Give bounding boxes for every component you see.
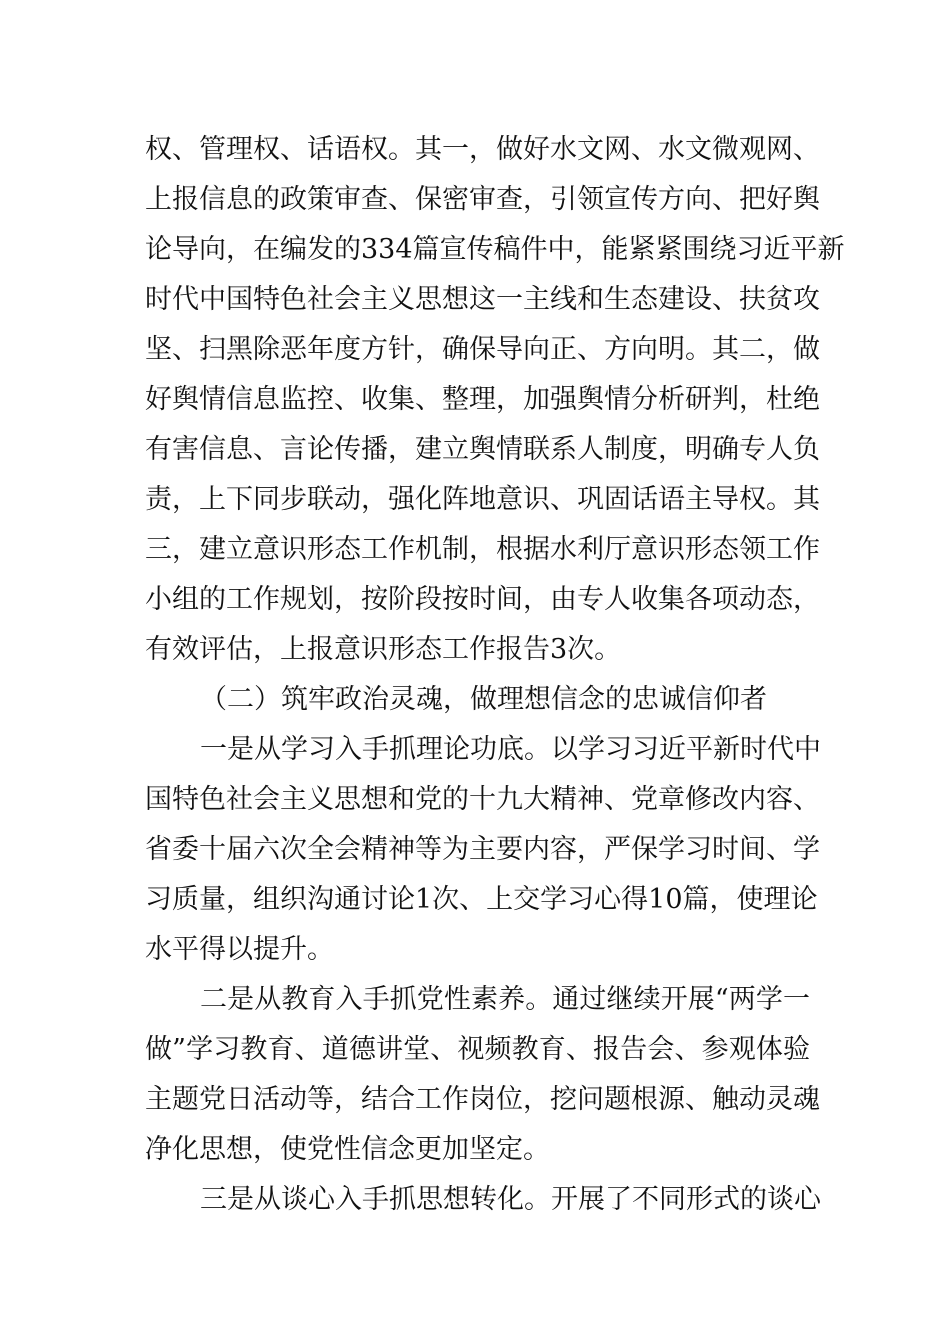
body-line: 小组的工作规划，按阶段按时间，由专人收集各项动态， xyxy=(145,584,820,615)
body-line: 坚、扫黑除恶年度方针，确保导向正、方向明。其二，做 xyxy=(145,334,820,365)
body-line: 上报信息的政策审查、保密审查，引领宣传方向、把好舆 xyxy=(145,184,820,215)
body-line: 习质量，组织沟通讨论1次、上交学习心得10篇，使理论 xyxy=(145,884,818,915)
body-line: 权、管理权、话语权。其一，做好水文网、水文微观网、 xyxy=(145,134,820,165)
section-heading: （二）筑牢政治灵魂，做理想信念的忠诚信仰者 xyxy=(200,684,767,715)
body-line: 二是从教育入手抓党性素养。通过继续开展“两学一 xyxy=(200,984,810,1015)
body-line: 三，建立意识形态工作机制，根据水利厅意识形态领工作 xyxy=(145,534,820,565)
body-line: 国特色社会主义思想和党的十九大精神、党章修改内容、 xyxy=(145,784,820,815)
body-line: 好舆情信息监控、收集、整理，加强舆情分析研判，杜绝 xyxy=(145,384,820,415)
body-line: 有害信息、言论传播，建立舆情联系人制度，明确专人负 xyxy=(145,434,820,465)
body-line: 论导向，在编发的334篇宣传稿件中，能紧紧围绕习近平新 xyxy=(145,234,845,265)
body-line: 做”学习教育、道德讲堂、视频教育、报告会、参观体验 xyxy=(145,1034,810,1065)
body-line: 一是从学习入手抓理论功底。以学习习近平新时代中 xyxy=(200,734,821,765)
body-line: 时代中国特色社会主义思想这一主线和生态建设、扶贫攻 xyxy=(145,284,820,315)
body-line: 水平得以提升。 xyxy=(145,934,334,965)
body-line: 三是从谈心入手抓思想转化。开展了不同形式的谈心 xyxy=(200,1184,821,1215)
body-line: 有效评估，上报意识形态工作报告3次。 xyxy=(145,634,622,665)
body-line: 主题党日活动等，结合工作岗位，挖问题根源、触动灵魂 xyxy=(145,1084,820,1115)
body-line: 省委十届六次全会精神等为主要内容，严保学习时间、学 xyxy=(145,834,820,865)
body-line: 净化思想，使党性信念更加坚定。 xyxy=(145,1134,550,1165)
body-line: 责，上下同步联动，强化阵地意识、巩固话语主导权。其 xyxy=(145,484,820,515)
